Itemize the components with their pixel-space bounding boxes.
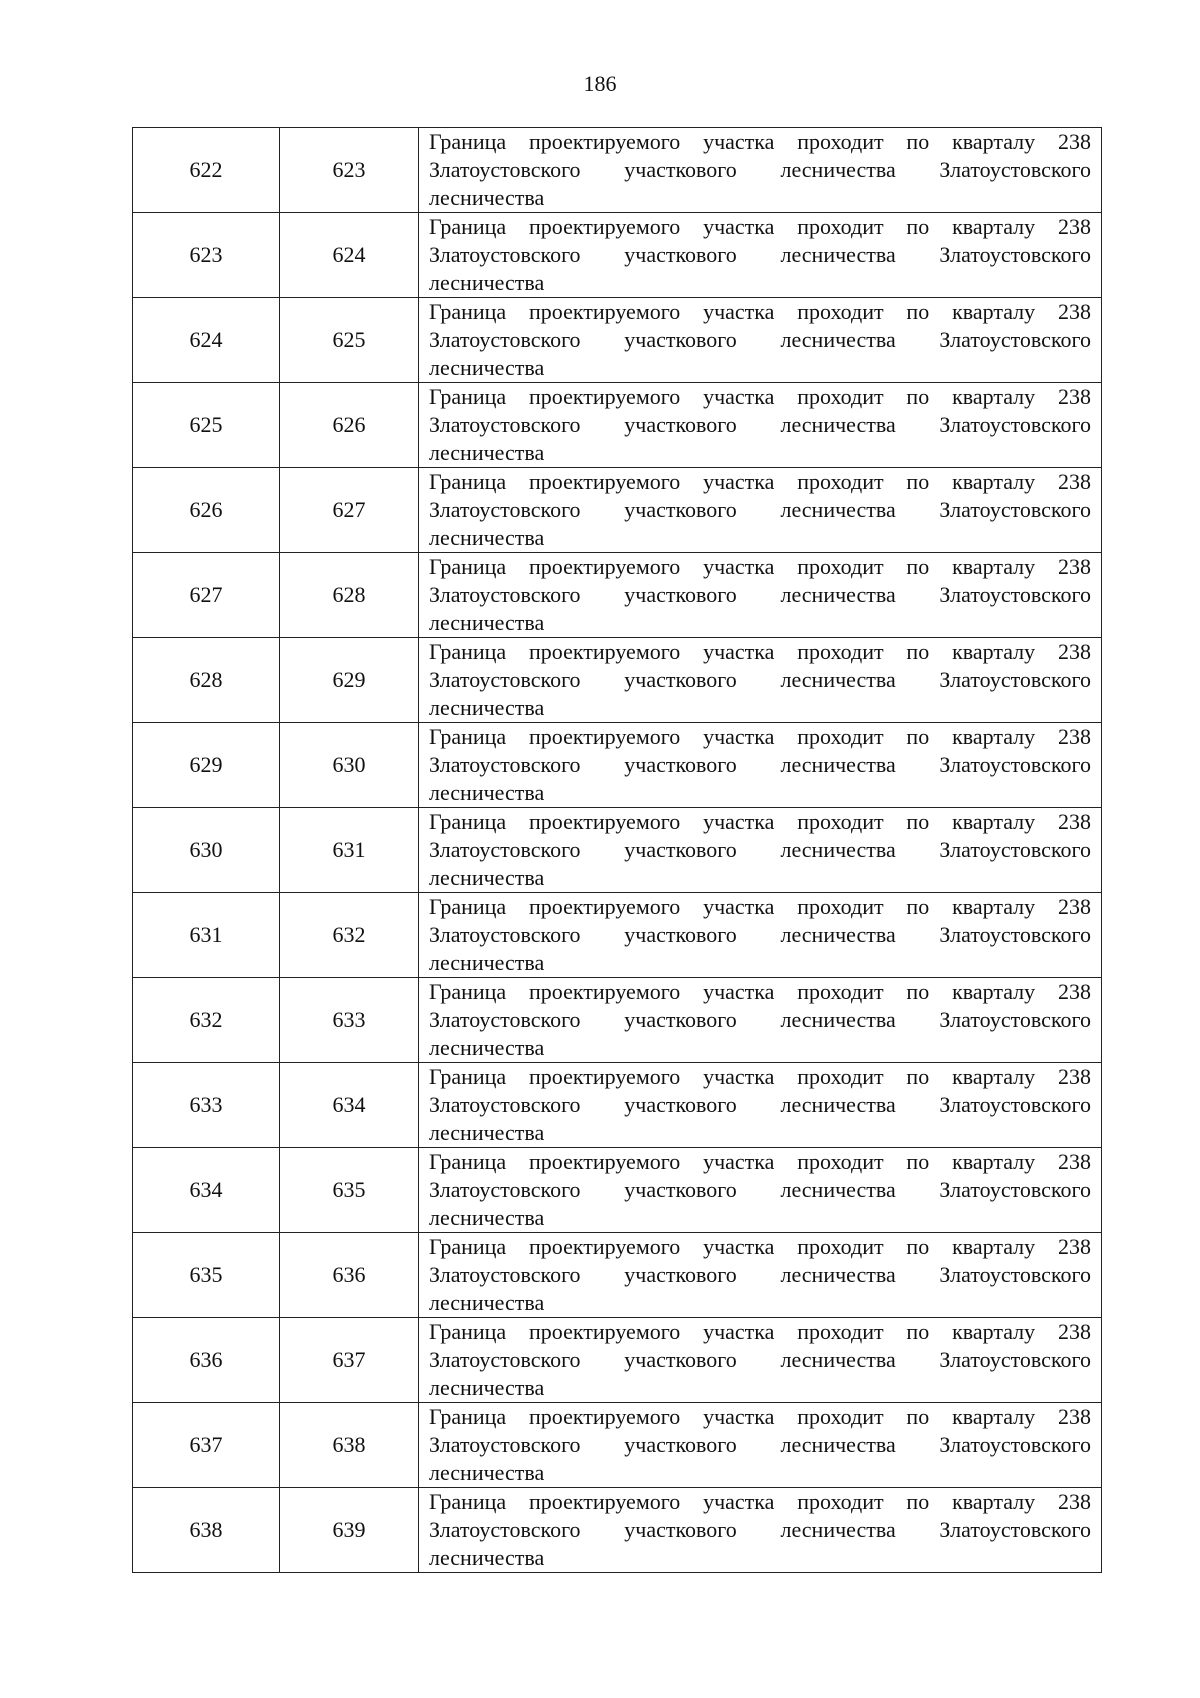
from-point-cell: 632 (133, 978, 280, 1063)
from-point-cell: 638 (133, 1488, 280, 1573)
to-point-cell: 629 (280, 638, 419, 723)
to-point-cell: 623 (280, 128, 419, 213)
table-row (133, 638, 1102, 723)
description-cell: Граница проектируемого участка проходит по кварталу 238 Златоустовского участкового лесничества Златоустовского лесничества (419, 298, 1102, 383)
to-point-cell: 625 (280, 298, 419, 383)
to-point-cell: 636 (280, 1233, 419, 1318)
from-point-cell: 629 (133, 723, 280, 808)
page-number: 186 (583, 71, 617, 96)
description-cell: Граница проектируемого участка проходит по кварталу 238 Златоустовского участкового лесничества Златоустовского лесничества (419, 1148, 1102, 1233)
description-cell: Граница проектируемого участка проходит по кварталу 238 Златоустовского участкового лесничества Златоустовского лесничества (419, 638, 1102, 723)
description-cell: Граница проектируемого участка проходит по кварталу 238 Златоустовского участкового лесничества Златоустовского лесничества (419, 723, 1102, 808)
table-row (133, 553, 1102, 638)
table-row (133, 213, 1102, 298)
description-cell: Граница проектируемого участка проходит по кварталу 238 Златоустовского участкового лесничества Златоустовского лесничества (419, 1063, 1102, 1148)
description-cell: Граница проектируемого участка проходит по кварталу 238 Златоустовского участкового лесничества Златоустовского лесничества (419, 1488, 1102, 1573)
from-point-cell: 636 (133, 1318, 280, 1403)
to-point-cell: 635 (280, 1148, 419, 1233)
to-point-cell: 631 (280, 808, 419, 893)
description-cell: Граница проектируемого участка проходит по кварталу 238 Златоустовского участкового лесничества Златоустовского лесничества (419, 213, 1102, 298)
to-point-cell: 637 (280, 1318, 419, 1403)
table-row (133, 468, 1102, 553)
table-row (133, 128, 1102, 213)
to-point-cell: 632 (280, 893, 419, 978)
from-point-cell: 633 (133, 1063, 280, 1148)
from-point-cell: 625 (133, 383, 280, 468)
description-cell: Граница проектируемого участка проходит по кварталу 238 Златоустовского участкового лесничества Златоустовского лесничества (419, 1403, 1102, 1488)
from-point-cell: 630 (133, 808, 280, 893)
description-cell: Граница проектируемого участка проходит по кварталу 238 Златоустовского участкового лесничества Златоустовского лесничества (419, 383, 1102, 468)
to-point-cell: 626 (280, 383, 419, 468)
from-point-cell: 624 (133, 298, 280, 383)
description-cell: Граница проектируемого участка проходит по кварталу 238 Златоустовского участкового лесничества Златоустовского лесничества (419, 808, 1102, 893)
to-point-cell: 630 (280, 723, 419, 808)
description-cell: Граница проектируемого участка проходит по кварталу 238 Златоустовского участкового лесничества Златоустовского лесничества (419, 978, 1102, 1063)
description-cell: Граница проектируемого участка проходит по кварталу 238 Златоустовского участкового лесничества Златоустовского лесничества (419, 553, 1102, 638)
to-point-cell: 634 (280, 1063, 419, 1148)
from-point-cell: 635 (133, 1233, 280, 1318)
description-cell: Граница проектируемого участка проходит по кварталу 238 Златоустовского участкового лесничества Златоустовского лесничества (419, 128, 1102, 213)
table-row (133, 298, 1102, 383)
table-row (133, 893, 1102, 978)
from-point-cell: 623 (133, 213, 280, 298)
to-point-cell: 627 (280, 468, 419, 553)
table-row (133, 383, 1102, 468)
from-point-cell: 637 (133, 1403, 280, 1488)
table-row (133, 1403, 1102, 1488)
from-point-cell: 628 (133, 638, 280, 723)
to-point-cell: 624 (280, 213, 419, 298)
table-row (133, 1488, 1102, 1573)
description-cell: Граница проектируемого участка проходит по кварталу 238 Златоустовского участкового лесничества Златоустовского лесничества (419, 1233, 1102, 1318)
table-row (133, 808, 1102, 893)
to-point-cell: 633 (280, 978, 419, 1063)
description-cell: Граница проектируемого участка проходит по кварталу 238 Златоустовского участкового лесничества Златоустовского лесничества (419, 893, 1102, 978)
table-row (133, 723, 1102, 808)
table-row (133, 1233, 1102, 1318)
from-point-cell: 622 (133, 128, 280, 213)
table-row (133, 978, 1102, 1063)
table-body (133, 128, 1102, 1573)
to-point-cell: 628 (280, 553, 419, 638)
to-point-cell: 638 (280, 1403, 419, 1488)
from-point-cell: 626 (133, 468, 280, 553)
from-point-cell: 627 (133, 553, 280, 638)
boundary-table (132, 127, 1102, 1573)
table-row (133, 1148, 1102, 1233)
table-row (133, 1318, 1102, 1403)
from-point-cell: 631 (133, 893, 280, 978)
to-point-cell: 639 (280, 1488, 419, 1573)
description-cell: Граница проектируемого участка проходит по кварталу 238 Златоустовского участкового лесничества Златоустовского лесничества (419, 1318, 1102, 1403)
from-point-cell: 634 (133, 1148, 280, 1233)
table-row (133, 1063, 1102, 1148)
description-cell: Граница проектируемого участка проходит по кварталу 238 Златоустовского участкового лесничества Златоустовского лесничества (419, 468, 1102, 553)
